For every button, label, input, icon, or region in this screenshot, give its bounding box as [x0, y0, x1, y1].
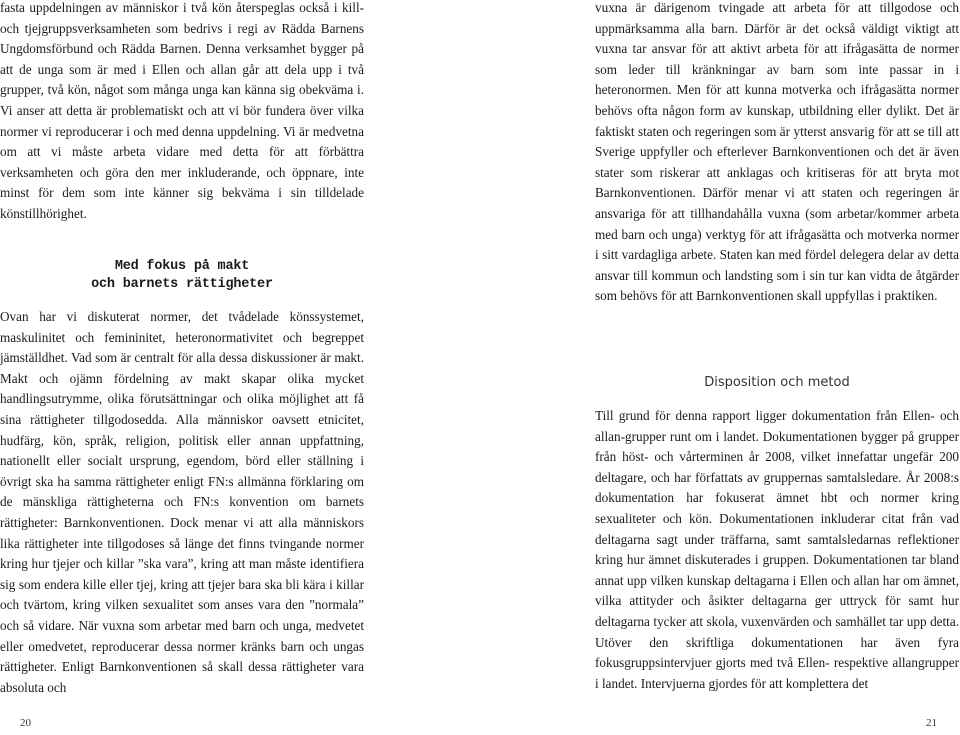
- right-column-body: [595, 406, 959, 694]
- right-column-top: [595, 0, 959, 307]
- left-section-heading: [0, 258, 364, 294]
- right-paragraph-main: Till grund för denna rapport ligger dokumentation från Ellen- och allan-grupper runt om i landet. Dokumentationen bygger på grupper från höst- och vårterminen år 2008, vilket innefattar ungefär 200 deltagare, och har författats av gruppernas samtalsledare. År 2008:s dokumentation har fokuserat ämnet hbt och normer kring sexualiteter och kön. Dokumentationen inkluderar citat från vad deltagarna sagt under träffarna, samt samtalsledarnas reflektioner kring hur ämnet diskuterades i gruppen. Dokumentationen tar bland annat upp vilken kunskap deltagarna i Ellen och allan har om ämnet, vilka attityder och åsikter deltagarna ger uttryck för samt hur deltagarna tycker att skola, vuxenvärden och samhället tar upp detta. Utöver den skriftliga dokumentationen har även fyra fokusgruppsintervjuer gjorts med två Ellen- respektive allangrupper i landet. Intervjuerna gjordes för att komplettera det: [595, 408, 959, 691]
- page-number-right: 21: [926, 717, 937, 729]
- right-section-heading: [595, 374, 959, 392]
- heading-line-1: Med fokus på makt: [114, 259, 250, 274]
- left-paragraph-intro: fasta uppdelningen av människor i två kön återspeglas också i kill- och tjejgruppsverksamheten som bedrivs i regi av Rädda Barnens Ungdomsförbund och Rädda Barnen. Denna verksamhet bygger på att de unga som är med i Ellen och allan går att dela upp i två grupper, två kön, något som många unga kan känna sig obekväma i. Vi anser att detta är problematiskt och att vi bör fundera över vilka normer vi reproducerar i och med denna uppdelning. Vi är medvetna om att vi måste arbeta vidare med detta för att förbättra verksamheten och göra den mer inkluderande, och öppnare, inte minst för dem som inte känner sig bekväma i sin tilldelade könstillhörighet.: [0, 0, 364, 221]
- left-column-body: [0, 307, 364, 698]
- heading-line-2: och barnets rättigheter: [91, 277, 273, 292]
- right-paragraph-intro: vuxna är därigenom tvingade att arbeta för att tillgodose och uppmärksamma alla barn. Därför är det också väldigt viktigt att vuxna tar ansvar för att aktivt arbeta för att ifrågasätta de normer som leder till kränkningar av barn som inte passar in i heteronormen. Men för att kunna motverka och ifrågasätta normer behövs ofta någon form av kunskap, utbildning eller dylikt. Det är faktiskt staten och regeringen som är ytterst ansvarig för att se till att Sverige uppfyller och efterlever Barnkonventionen och det är även stater som riskerar att anklagas och kritiseras för att bryta mot Barnkonventionen. Därför menar vi att staten och regeringen är ansvariga för att tillhandahålla vuxna (som arbetar/kommer arbeta med barn och unga) verktyg för att ifrågasätta och motverka normer i sitt vardagliga arbete. Staten kan med fördel delegera delar av detta ansvar till kommun och landsting som i sin tur kan vidta de åtgärder som behövs för att Barnkonventionen skall uppfyllas i praktiken.: [595, 0, 959, 304]
- page-number-left: 20: [20, 717, 31, 729]
- section-heading: Disposition och metod: [704, 375, 850, 390]
- right-page: [480, 0, 960, 735]
- left-column-top: [0, 0, 364, 225]
- left-paragraph-main: Ovan har vi diskuterat normer, det tvådelade könssystemet, maskulinitet och femininitet, heteronormativitet och begreppet jämställdhet. Vad som är centralt för alla dessa diskussioner är makt. Makt och ojämn fördelning av makt skapar olika mycket handlingsutrymme, olika förutsättningar och olika möjlighet att få sina rättigheter tillgodosedda. Alla människor oavsett etnicitet, hudfärg, kön, språk, religion, politisk eller annan uppfattning, nationellt eller socialt ursprung, egendom, börd eller ställning i övrigt ska ha samma rättigheter enligt FN:s allmänna förklaring om de mänskliga rättigheterna och FN:s konvention om barnets rättigheter: Barnkonventionen. Dock menar vi att alla människors lika rättigheter inte tillgodoses så länge det finns tvingande normer kring hur tjejer och killar ”ska vara”, kring att man måste identifiera sig som endera kille eller tjej, kring att tjejer bara ska bli kära i killar och tvärtom, kring vilken sexualitet som anses vara den ”normala” och så vidare. När vuxna som arbetar med barn och unga, medvetet eller omedvetet, reproducerar dessa normer kränks barn och ungas rättigheter. Enligt Barnkonventionen så skall dessa rättigheter vara absoluta och: [0, 309, 364, 695]
